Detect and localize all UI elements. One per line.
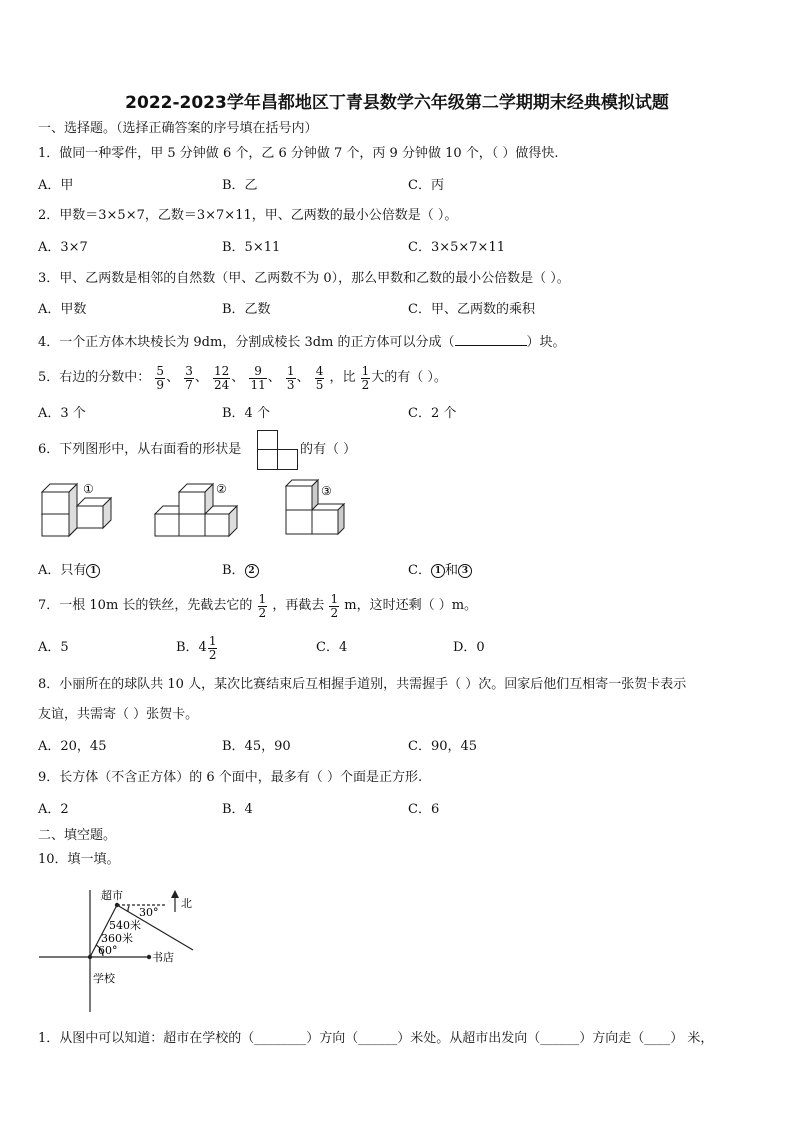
circled-one: 1 [86, 564, 100, 578]
q5-option-a: A．3 个 [38, 406, 86, 421]
q8-option-b: B．45，90 [222, 739, 291, 754]
q6-option-c: C． 1 和 3 [408, 563, 472, 579]
q9-option-c: C．6 [408, 802, 440, 817]
q8-option-c: C．90，45 [408, 739, 478, 754]
q7-fraction-1: $\frac{1}{2}$ [258, 591, 267, 620]
question-7: 7．一根 10m 长的铁丝，先截去它的 $\frac{1}{2}$ ，再截去 $\frac{1}{2}$ m，这时还剩（ ）m。 [38, 591, 478, 620]
q2-option-b: B．5×11 [222, 240, 281, 255]
school-point [88, 955, 92, 959]
q6-option-b: B． 2 [222, 563, 259, 579]
q6-option-a: A．只有 1 [38, 563, 100, 579]
q5-fraction-2: $\frac{3}{7}$ [185, 363, 193, 392]
q3-option-a: A．甲数 [38, 302, 87, 317]
section-heading-fill: 二、填空题。 [38, 828, 117, 843]
q9-option-b: B．4 [222, 802, 253, 817]
page-title: 2022-2023学年昌都地区丁青县数学六年级第二学期期末经典模拟试题 [125, 93, 669, 113]
q5-fraction-1: $\frac{5}{9}$ [156, 363, 165, 392]
question-8-line-2: 友谊，共需寄（ ）张贺卡。 [38, 707, 199, 722]
question-3: 3．甲、乙两数是相邻的自然数（甲、乙两数不为 0），那么甲数和乙数的最小公倍数是（ ）。 [38, 271, 570, 286]
q7-option-b-fraction: $\frac{1}{2}$ [208, 633, 217, 662]
q1-option-b: B．乙 [222, 178, 258, 193]
question-2: 2．甲数＝3×5×7，乙数＝3×7×11，甲、乙两数的最小公倍数是（ ）。 [38, 208, 458, 223]
question-10-sub-1: 1．从图中可以知道：超市在学校的（________）方向（______）米处。从超市出发向（______）方向走（____） 米， [38, 1031, 714, 1046]
north-arrow-icon [171, 890, 179, 898]
q5-fraction-5: $\frac{1}{3}$ [286, 363, 295, 392]
figure-1-label: ① [83, 482, 94, 496]
q5-fraction-3: $\frac{12}{24}$ [214, 363, 230, 392]
figure-3-label: ③ [321, 484, 332, 498]
question-6-tail: 的有（ ） [300, 442, 357, 457]
circled-one: 1 [431, 564, 445, 578]
q1-option-a: A．甲 [38, 178, 74, 193]
question-8-line-1: 8．小丽所在的球队共 10 人，某次比赛结束后互相握手道别，共需握手（ ）次。回家后他们互相寄一张贺卡表示 [38, 677, 687, 692]
q2-option-c: C．3×5×7×11 [408, 240, 505, 255]
q6-figures [35, 478, 435, 544]
q8-option-a: A．20，45 [38, 739, 107, 754]
question-4: 4．一个正方体木块棱长为 9dm，分割成棱长 3dm 的正方体可以分成（ ）块。 [38, 335, 566, 350]
label-school: 学校 [93, 972, 115, 985]
q5-fraction-4: $\frac{9}{11}$ [250, 363, 266, 392]
q5-option-b: B．4 个 [222, 406, 270, 421]
label-360m: 360米 [101, 932, 133, 945]
bookstore-point [147, 955, 151, 959]
q5-fraction-6: $\frac{4}{5}$ [315, 363, 324, 392]
label-angle-60: 60° [98, 944, 118, 957]
q7-option-c: C．4 [316, 640, 348, 655]
q9-option-a: A．2 [38, 802, 69, 817]
figure-3 [286, 480, 344, 534]
direction-map [35, 880, 235, 1020]
circled-three: 3 [458, 564, 472, 578]
q1-option-c: C．丙 [408, 178, 444, 193]
question-6-lead: 6．下列图形中，从右面看的形状是 [38, 442, 242, 457]
q3-option-b: B．乙数 [222, 302, 271, 317]
q6-side-view-figure [257, 430, 299, 470]
section-heading-choice: 一、选择题。（选择正确答案的序号填在括号内） [38, 121, 318, 136]
question-10: 10．填一填。 [38, 852, 120, 867]
figure-1 [42, 484, 111, 536]
q4-answer-blank[interactable] [455, 333, 527, 346]
q5-option-c: C．2 个 [408, 406, 457, 421]
q5-reference-fraction: $\frac{1}{2}$ [361, 363, 370, 392]
question-5: 5．右边的分数中： $\frac{5}{9}$ 、 $\frac{3}{7}$ 、 $\frac{12}{24}$ 、 $\frac{9}{11}$ 、 $\frac{1}{3}$ 、 $\frac{4}{5}$ ，比 $\frac{1}{2}$ 大的有（ ）。 [38, 363, 447, 392]
label-supermarket: 超市 [101, 889, 123, 902]
q7-option-d: D．0 [453, 640, 485, 655]
circled-two: 2 [245, 564, 259, 578]
label-north: 北 [181, 897, 192, 910]
q7-fraction-2: $\frac{1}{2}$ [330, 591, 339, 620]
q7-option-a: A．5 [38, 640, 69, 655]
question-9: 9．长方体（不含正方体）的 6 个面中，最多有（ ）个面是正方形. [38, 770, 423, 785]
question-1: 1．做同一种零件，甲 5 分钟做 6 个，乙 6 分钟做 7 个，丙 9 分钟做 10 个，（ ）做得快. [38, 146, 559, 161]
label-540m: 540米 [109, 919, 141, 932]
figure-2-label: ② [216, 482, 227, 496]
q2-option-a: A．3×7 [38, 240, 88, 255]
label-bookstore: 书店 [152, 951, 174, 964]
q7-option-b: B．4 $\frac{1}{2}$ [176, 633, 217, 662]
q3-option-c: C．甲、乙两数的乘积 [408, 302, 535, 317]
supermarket-point [115, 903, 119, 907]
label-angle-30: 30° [139, 906, 159, 919]
